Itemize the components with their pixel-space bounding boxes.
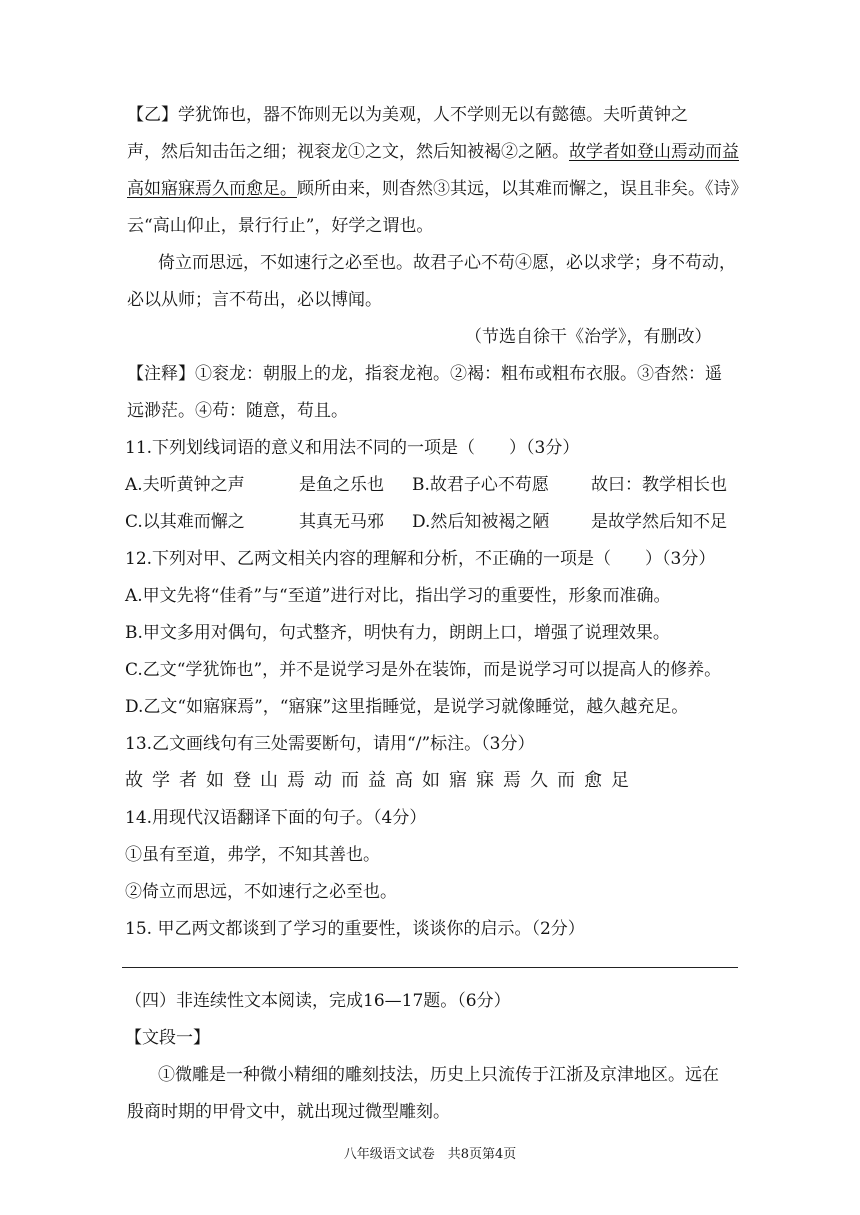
passage-source: （节选自徐干《治学》，有删改） xyxy=(465,327,712,347)
section-4-label: 【文段一】 xyxy=(125,1028,210,1048)
q12-option-c: C.乙文“学犹饰也”，并不是说学习是外在装饰，而是说学习可以提高人的修养。 xyxy=(125,660,722,680)
section-4-paragraph-line-2: 殷商时期的甲骨文中，就出现过微型雕刻。 xyxy=(127,1102,450,1122)
underlined-sentence-part-1: 故学者如登山焉动而益 xyxy=(569,142,739,162)
q14-sentence-2: ②倚立而思远，不如速行之必至也。 xyxy=(125,882,397,902)
q11-stem: 11.下列划线词语的意义和用法不同的一项是（ ）（3分） xyxy=(125,438,580,458)
q11-option-b-2: 故曰：教学相长也 xyxy=(591,475,727,495)
q14-sentence-1: ①虽有至道，弗学，不知其善也。 xyxy=(125,845,380,865)
passage-yi-line-2 xyxy=(127,140,739,164)
passage-yi-line-1: 【乙】学犹饰也，器不饰则无以为美观，人不学则无以有懿德。夫听黄钟之 xyxy=(127,105,688,125)
passage-yi-line-5: 倚立而思远，不如速行之必至也。故君子心不苟④愿，必以求学；身不苟动， xyxy=(158,253,736,273)
notes-line-1: 【注释】①衮龙：朝服上的龙，指衮龙袍。②褐：粗布或粗布衣服。③杳然：遥 xyxy=(127,364,722,384)
passage-yi-line-4: 云“高山仰止，景行行止”，好学之谓也。 xyxy=(127,216,434,236)
q12-stem: 12.下列对甲、乙两文相关内容的理解和分析，不正确的一项是（ ）（3分） xyxy=(125,549,716,569)
section-4-title: （四）非连续性文本阅读，完成16—17题。（6分） xyxy=(125,991,511,1011)
q12-option-d: D.乙文“如寤寐焉”，“寤寐”这里指睡觉，是说学习就像睡觉，越久越充足。 xyxy=(125,697,689,717)
passage-yi-line-3 xyxy=(127,177,748,201)
passage-yi-line-6: 必以从师；言不苟出，必以博闻。 xyxy=(127,290,382,310)
q12-option-b: B.甲文多用对偶句，句式整齐，明快有力，朗朗上口，增强了说理效果。 xyxy=(125,623,670,643)
page-footer: 八年级语文试卷 共8页第4页 xyxy=(343,1147,517,1162)
passage-yi-line-3-text: 顾所由来，则杳然③其远，以其难而懈之，误且非矣。《诗》 xyxy=(297,179,748,199)
q14-stem: 14.用现代汉语翻译下面的句子。（4分） xyxy=(125,808,427,828)
q11-option-d-2: 是故学然后知不足 xyxy=(591,512,727,532)
underlined-sentence-part-2: 高如寤寐焉久而愈足。 xyxy=(127,179,297,199)
q15-stem: 15. 甲乙两文都谈到了学习的重要性，谈谈你的启示。（2分） xyxy=(125,919,585,939)
q11-option-d-1: D.然后知被褐之陋 xyxy=(412,512,550,532)
q11-option-a-1: A.夫听黄钟之声 xyxy=(125,475,245,495)
q11-option-c-1: C.以其难而懈之 xyxy=(125,512,245,532)
passage-yi-line-2-text: 声，然后知击缶之细；视衮龙①之文，然后知被褐②之陋。 xyxy=(127,142,569,162)
q11-option-c-2: 其真无马邪 xyxy=(299,512,384,532)
q13-sentence: 故学者如登山焉动而益高如寤寐焉久而愈足 xyxy=(125,770,638,791)
answer-line xyxy=(122,967,738,968)
q13-stem: 13.乙文画线句有三处需要断句，请用“/”标注。（3分） xyxy=(125,734,535,754)
q11-option-a-2: 是鱼之乐也 xyxy=(299,475,384,495)
q12-option-a: A.甲文先将“佳肴”与“至道”进行对比，指出学习的重要性，形象而准确。 xyxy=(125,586,671,606)
q11-option-b-1: B.故君子心不苟愿 xyxy=(412,475,549,495)
notes-line-2: 远渺茫。④苟：随意，苟且。 xyxy=(127,401,348,421)
section-4-paragraph-line-1: ①微雕是一种微小精细的雕刻技法，历史上只流传于江浙及京津地区。远在 xyxy=(158,1065,719,1085)
